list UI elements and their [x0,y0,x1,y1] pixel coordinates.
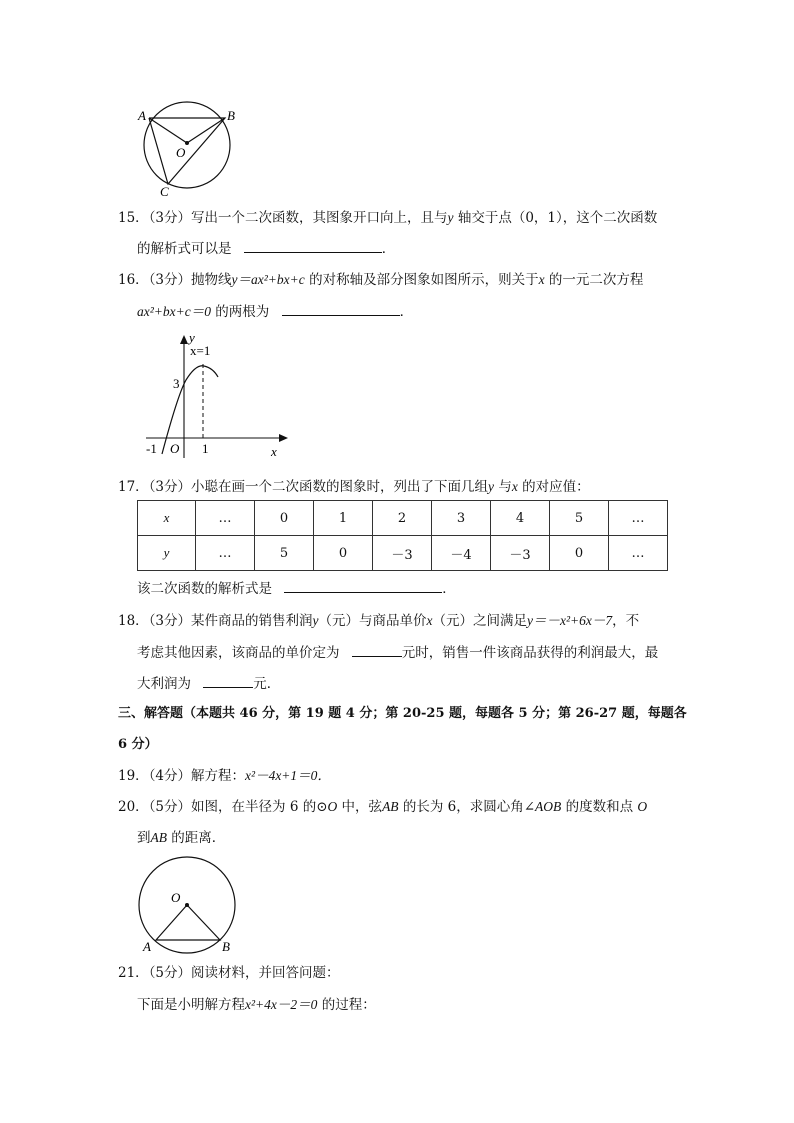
q18-number: 18． [118,613,149,629]
q18-score: （3分） [148,613,192,629]
table-row-y [138,536,668,571]
label-o: O [176,145,186,160]
triangle-aob [156,905,220,940]
q19-text1: 解方程： [191,768,246,784]
q21-text3: 的过程： [317,997,376,1013]
table-cell: 0 [314,536,373,571]
q20-text1: 如图，在半径为 6 的⊙ [191,799,328,815]
table-cell: －4 [432,536,491,571]
table-cell: 4 [491,501,550,536]
origin-label: O [170,441,180,456]
label-b: B [227,108,235,123]
q18-text3: （元）之间满足 [432,613,528,629]
section3-heading-line2: 6 分） [118,737,158,752]
q18-equation: y＝－x²+6x－7 [527,613,613,628]
parabola-graph [140,330,295,460]
center-point [185,903,189,907]
q19-line1 [118,766,331,786]
q18-text1: 某件商品的销售利润 [191,613,313,629]
q18-text7: 大利润为 [137,676,191,692]
q17-text2: 与 [494,479,512,495]
section3-heading-line1: 三、解答题（本题共 46 分，第 19 题 4 分；第 20-25 题，每题各 5 分；第 26-27 题，每题各 [118,706,687,721]
tick-label-1: 1 [202,441,209,456]
q20-line1 [118,797,647,817]
q20-score: （5分） [148,799,192,815]
q20-line2 [137,828,225,848]
table-cell: … [196,501,255,536]
x-axis-label: x [271,444,277,459]
table-cell: x [138,501,196,536]
q18-var-x: x [426,613,433,628]
q20-var-o-end: O [637,799,648,814]
q17-line2 [137,578,456,599]
q18-text4: ，不 [612,613,640,629]
q21-score: （5分） [148,965,192,981]
table-cell: 3 [432,501,491,536]
q15-line1 [118,208,657,228]
q18-text6: 元时，销售一件该商品获得的利润最大，最 [401,645,659,661]
q16-equation: y＝ax²+bx+c [231,272,305,287]
label-b: B [222,939,230,954]
tick-label-3: 3 [173,376,180,391]
q20-var-aob: AOB [535,799,562,814]
circle-chord-figure [134,854,244,954]
y-axis-arrow-icon [180,335,188,344]
q21-equation: x²+4x－2＝0 [245,997,318,1012]
q17-var-y: y [488,479,495,494]
q15-text3: 的解析式可以是 [137,241,232,257]
label-o: O [171,890,181,905]
table-cell: 5 [255,536,314,571]
table-cell: －3 [373,536,432,571]
circle-triangle-figure [132,98,242,198]
q17-var-x: x [511,479,518,494]
label-c: C [160,184,169,198]
q20-var-ab: AB [382,799,399,814]
label-a: A [138,108,146,123]
q16-answer-blank[interactable] [282,301,400,316]
triangle-abc [149,118,225,184]
q15-line2 [137,238,395,259]
q18-profit-blank[interactable] [203,673,253,688]
q17-line1 [118,477,590,497]
q15-var-y: y [447,210,454,225]
q18-text8: 元． [253,676,281,692]
q18-line3 [137,673,280,694]
q16-line2 [137,301,413,322]
table-row-x [138,501,668,536]
q21-text1: 阅读材料，并回答问题： [191,965,340,981]
q20-text4: 的度数和点 [561,799,634,815]
q18-text5: 考虑其他因素，该商品的单价定为 [137,645,340,661]
q18-price-blank[interactable] [352,642,402,657]
q19-score: （4分） [148,768,192,784]
q20-text2: 中，弦 [337,799,383,815]
table-cell: 5 [550,501,609,536]
q17-text4: 该二次函数的解析式是 [137,581,272,597]
q17-score: （3分） [148,479,192,495]
value-table [137,500,668,571]
q20-var-ab-2: AB [150,830,167,845]
q16-equation2: ax²+bx+c＝0 [137,304,211,319]
q20-var-o: O [327,799,338,814]
q17-number: 17． [118,479,149,495]
center-point [185,141,189,145]
q15-text1: 写出一个二次函数，其图象开口向上，且与 [191,210,448,226]
q15-score: （3分） [148,210,192,226]
q20-text3: 的长为 6，求圆心角∠ [398,799,536,815]
q16-end: ． [399,304,414,320]
table-cell: … [609,536,668,571]
q20-text6: 的距离． [167,830,226,846]
q20-text5: 到 [137,830,151,846]
y-axis-label: y [189,330,195,345]
q17-text3: 的对应值： [517,479,590,495]
q19-equation: x²－4x+1＝0． [245,768,331,783]
q17-end: ． [442,581,456,597]
table-cell: y [138,536,196,571]
q16-number: 16． [118,272,149,288]
q16-text3: 的一元二次方程 [544,272,644,288]
q17-text1: 小聪在画一个二次函数的图象时，列出了下面几组 [191,479,489,495]
q15-text2: 轴交于点（0，1），这个二次函数 [453,210,658,226]
table-cell: … [609,501,668,536]
q21-line2 [137,995,376,1015]
q16-var-x: x [538,272,545,287]
q15-answer-blank[interactable] [244,238,382,253]
q18-text2: （元）与商品单价 [318,613,427,629]
table-cell: 2 [373,501,432,536]
q15-number: 15． [118,210,149,226]
label-a: A [143,939,151,954]
q21-number: 21． [118,965,149,981]
x-axis-arrow-icon [279,434,288,442]
q16-line1 [118,270,643,290]
q20-number: 20． [118,799,149,815]
q21-line1 [118,963,340,983]
q18-line1 [118,611,639,631]
table-cell: 0 [550,536,609,571]
tick-label-neg1: -1 [146,441,157,456]
table-cell: 1 [314,501,373,536]
q18-var-y: y [312,613,319,628]
q17-answer-blank[interactable] [284,578,442,593]
table-cell: －3 [491,536,550,571]
q16-text4: 的两根为 [211,304,270,320]
q16-score: （3分） [148,272,192,288]
table-cell: … [196,536,255,571]
q16-text1: 抛物线 [191,272,232,288]
q16-text2: 的对称轴及部分图象如图所示，则关于 [304,272,539,288]
q19-number: 19． [118,768,149,784]
q21-text2: 下面是小明解方程 [137,997,245,1013]
q15-end: ． [381,241,396,257]
q18-line2 [137,642,658,663]
symmetry-label: x=1 [190,343,211,358]
table-cell: 0 [255,501,314,536]
